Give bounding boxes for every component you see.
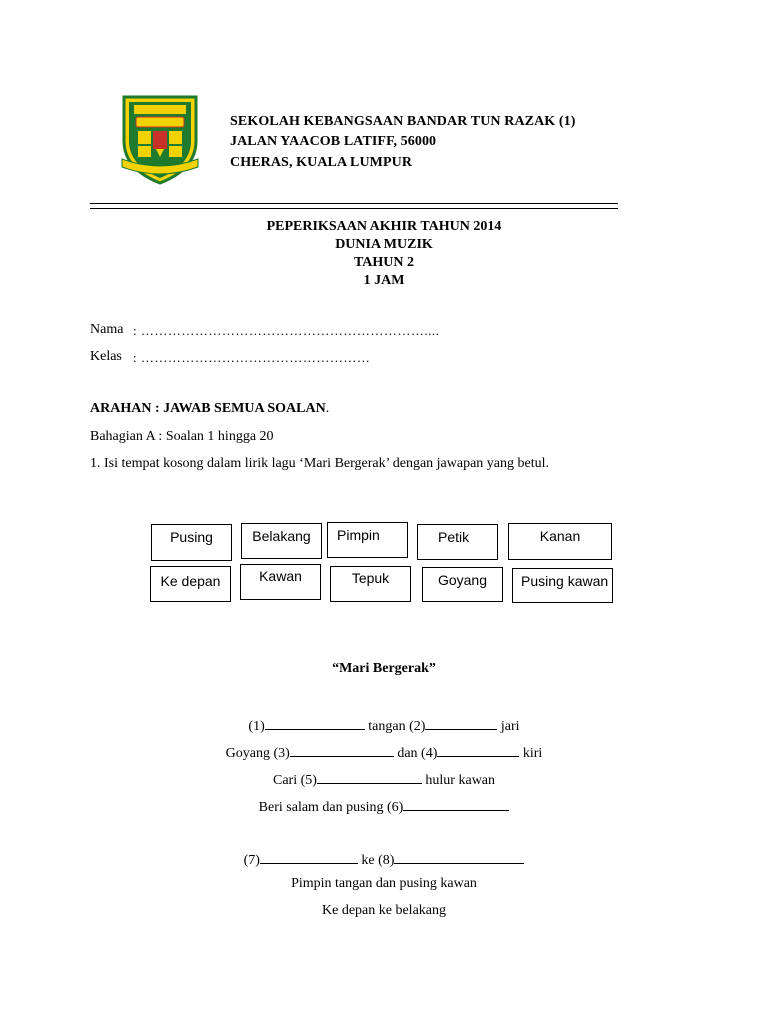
class-field[interactable]: : ……………………………………………	[133, 350, 371, 365]
instruction-heading-period: .	[325, 401, 330, 416]
lyric-line-6: Pimpin tangan dan pusing kawan	[291, 876, 477, 891]
lyric-line-3	[0, 770, 768, 789]
lyric-line-2	[0, 743, 768, 762]
lyric-5-mid: ke (8)	[357, 853, 395, 868]
lyric-line-1	[0, 716, 768, 735]
lyric-line-5	[0, 850, 768, 869]
word-box-tepuk: Tepuk	[330, 566, 411, 602]
header-double-rule	[90, 203, 618, 209]
word-box-pusing: Pusing	[151, 524, 232, 561]
blank-5[interactable]	[317, 770, 422, 784]
lyric-2-suffix: kiri	[519, 746, 543, 761]
word-box-belakang: Belakang	[241, 523, 322, 559]
lyric-5-prefix: (7)	[243, 853, 260, 868]
blank-3[interactable]	[290, 743, 394, 757]
exam-subject: DUNIA MUZIK	[335, 237, 433, 252]
blank-4[interactable]	[437, 743, 519, 757]
school-address-street: JALAN YAACOB LATIFF, 56000	[230, 134, 437, 149]
school-name: SEKOLAH KEBANGSAAN BANDAR TUN RAZAK (1)	[230, 114, 576, 129]
school-address-city: CHERAS, KUALA LUMPUR	[230, 155, 413, 170]
section-label: Bahagian A : Soalan 1 hingga 20	[90, 429, 274, 444]
exam-title: PEPERIKSAAN AKHIR TAHUN 2014	[266, 219, 502, 234]
school-crest-logo	[120, 93, 200, 185]
exam-duration: 1 JAM	[363, 273, 405, 288]
instruction-heading-text: ARAHAN : JAWAB SEMUA SOALAN	[90, 401, 326, 416]
lyric-3-prefix: Cari (5)	[272, 773, 317, 788]
lyric-line-4	[0, 797, 768, 816]
lyric-3-suffix: hulur kawan	[421, 773, 496, 788]
blank-6[interactable]	[403, 797, 509, 811]
word-box-kanan: Kanan	[508, 523, 612, 560]
lyric-2-prefix: Goyang (3)	[225, 746, 290, 761]
instruction-heading	[90, 401, 329, 417]
blank-2[interactable]	[425, 716, 497, 730]
exam-year-level: TAHUN 2	[353, 255, 415, 270]
blank-1[interactable]	[265, 716, 365, 730]
word-box-kawan: Kawan	[240, 564, 321, 600]
class-label: Kelas	[90, 349, 122, 364]
lyric-line-7: Ke depan ke belakang	[322, 903, 446, 918]
question-1-text: 1. Isi tempat kosong dalam lirik lagu ‘Mari Bergerak’ dengan jawapan yang betul.	[90, 456, 550, 471]
blank-7[interactable]	[260, 850, 358, 864]
song-title: “Mari Bergerak”	[332, 661, 436, 676]
lyric-1-mid: tangan (2)	[364, 719, 426, 734]
lyric-2-mid: dan (4)	[393, 746, 438, 761]
name-field[interactable]: : ………………………………………………………....	[133, 323, 440, 338]
blank-8[interactable]	[394, 850, 524, 864]
word-box-pimpin: Pimpin	[327, 522, 408, 558]
word-box-petik: Petik	[417, 524, 498, 560]
word-box-ke-depan: Ke depan	[150, 566, 231, 602]
lyric-1-prefix: (1)	[248, 719, 265, 734]
word-box-pusing-kawan: Pusing kawan	[512, 568, 613, 603]
word-box-goyang: Goyang	[422, 567, 503, 602]
lyric-4-prefix: Beri salam dan pusing (6)	[258, 800, 404, 815]
name-label: Nama	[90, 322, 124, 337]
lyric-1-suffix: jari	[497, 719, 520, 734]
